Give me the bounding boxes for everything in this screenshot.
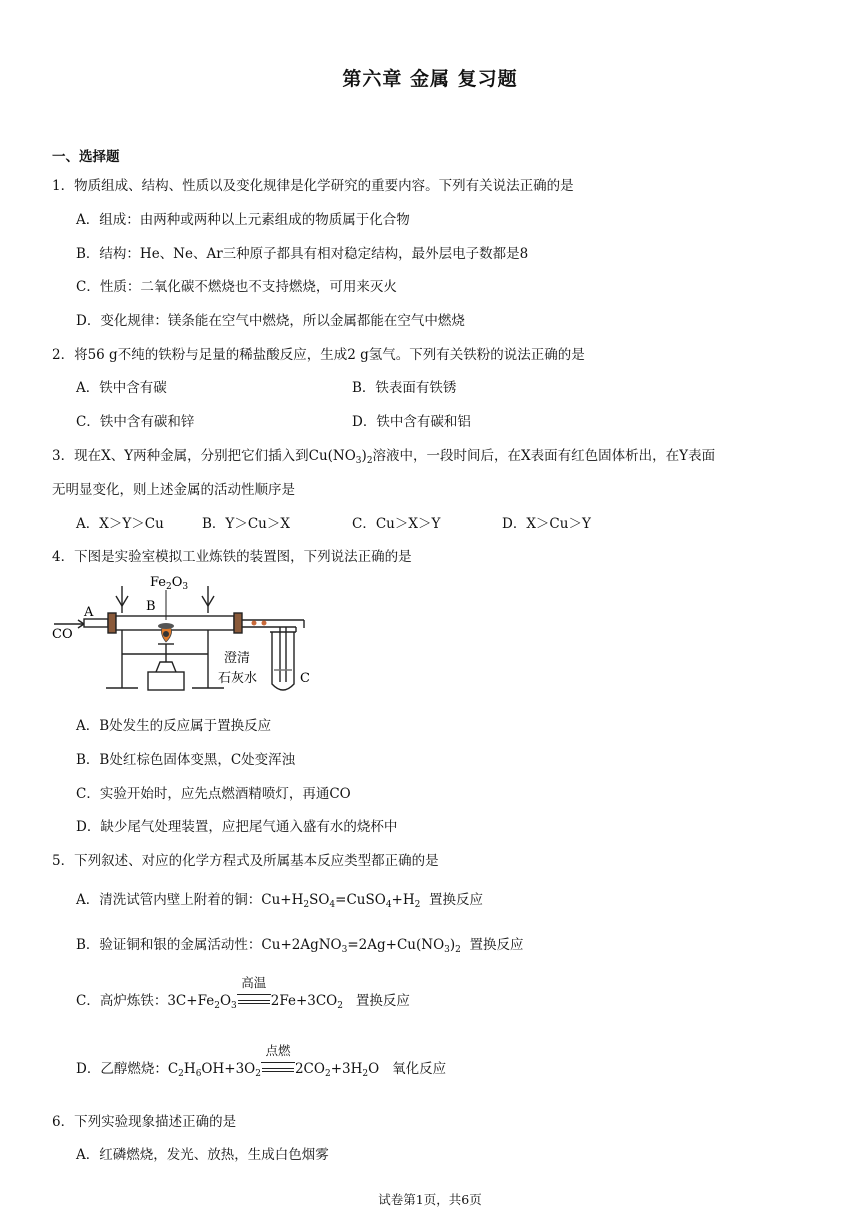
question-5-option-b: B．验证铜和银的金属活动性：$Cu+2AgNO_3=2Ag+Cu(NO_3)_2$ 置换反应: [76, 937, 524, 955]
question-3-option-d: D．X＞Cu＞Y: [502, 516, 591, 532]
equation-d: $C_2H_6OH+3O_2$ 点燃 $2CO_2+3H_2O$: [167, 1043, 380, 1079]
label-b: B: [146, 599, 156, 614]
limewater-label-1: 澄清: [224, 651, 251, 666]
question-4-stem: 4．下图是实验室模拟工业炼铁的装置图，下列说法正确的是: [52, 549, 412, 565]
question-1-option-d: D．变化规律：镁条能在空气中燃烧，所以金属都能在空气中燃烧: [76, 313, 465, 329]
equation-c: $3C+Fe_2O_3$ 高温 $2Fe+3CO_2$: [167, 975, 343, 1011]
limewater-label-2: 石灰水: [218, 671, 258, 686]
question-3-option-a: A．X＞Y＞Cu: [76, 516, 164, 532]
question-6-option-a: A．红磷燃烧，发光、放热，生成白色烟雾: [76, 1147, 329, 1163]
iron-smelting-apparatus-diagram: [50, 572, 310, 704]
page-title: 第六章 金属 复习题: [342, 68, 518, 90]
condition-high-temp: 高温: [237, 973, 271, 991]
equation-b: $Cu+2AgNO_3=2Ag+Cu(NO_3)_2$: [261, 937, 461, 955]
question-2-option-d: D．铁中含有碳和铝: [352, 414, 471, 430]
question-1-stem: 1．物质组成、结构、性质以及变化规律是化学研究的重要内容。下列有关说法正确的是: [52, 178, 574, 194]
question-2-option-a: A．铁中含有碳: [76, 380, 167, 396]
question-1-option-a: A．组成：由两种或两种以上元素组成的物质属于化合物: [76, 212, 410, 228]
co-label: CO: [52, 627, 73, 642]
question-5-option-c: C．高炉炼铁：$3C+Fe_2O_3$ 高温 $2Fe+3CO_2$ 置换反应: [76, 975, 410, 1011]
question-1-option-c: C．性质：二氧化碳不燃烧也不支持燃烧，可用来灭火: [76, 279, 397, 295]
equation-a: $Cu+H_2SO_4=CuSO_4+H_2$: [261, 892, 421, 910]
question-1-option-b: B．结构：He、Ne、Ar三种原子都具有相对稳定结构，最外层电子数都是8: [76, 246, 529, 262]
question-3-option-c: C．Cu＞X＞Y: [352, 516, 441, 532]
question-2-option-b: B．铁表面有铁锈: [352, 380, 457, 396]
question-4-option-b: B．B处红棕色固体变黑，C处变浑浊: [76, 752, 296, 768]
condition-ignite: 点燃: [261, 1041, 295, 1059]
question-4-option-d: D．缺少尾气处理装置，应把尾气通入盛有水的烧杯中: [76, 819, 398, 835]
question-4-option-a: A．B处发生的反应属于置换反应: [76, 718, 272, 734]
question-5-stem: 5．下列叙述、对应的化学方程式及所属基本反应类型都正确的是: [52, 853, 439, 869]
question-3-option-b: B．Y＞Cu＞X: [202, 516, 290, 532]
page-footer: 试卷第1页，共6页: [378, 1192, 482, 1207]
question-6-stem: 6．下列实验现象描述正确的是: [52, 1114, 237, 1130]
question-5-option-d: D．乙醇燃烧：$C_2H_6OH+3O_2$ 点燃 $2CO_2+3H_2O$ 氧化反应: [76, 1043, 447, 1079]
label-a: A: [84, 605, 94, 620]
question-3-stem-continued: 无明显变化，则上述金属的活动性顺序是: [52, 482, 295, 498]
question-4-option-c: C．实验开始时，应先点燃酒精喷灯，再通CO: [76, 786, 351, 802]
section-heading: 一、选择题: [52, 149, 120, 165]
fe2o3-label: $Fe_2O_3$: [150, 575, 189, 592]
question-3-stem: 3．现在X、Y两种金属，分别把它们插入到$Cu(NO_3)_2$溶液中，一段时间后，在X表面有红色固体析出，在Y表面: [52, 448, 716, 466]
label-c: C: [300, 671, 310, 686]
question-5-option-a: A．清洗试管内壁上附着的铜：$Cu+H_2SO_4=CuSO_4+H_2$ 置换反应: [76, 892, 483, 910]
question-2-option-c: C．铁中含有碳和锌: [76, 414, 195, 430]
question-2-stem: 2．将56 g不纯的铁粉与足量的稀盐酸反应，生成2 g氢气。下列有关铁粉的说法正确的是: [52, 347, 585, 363]
